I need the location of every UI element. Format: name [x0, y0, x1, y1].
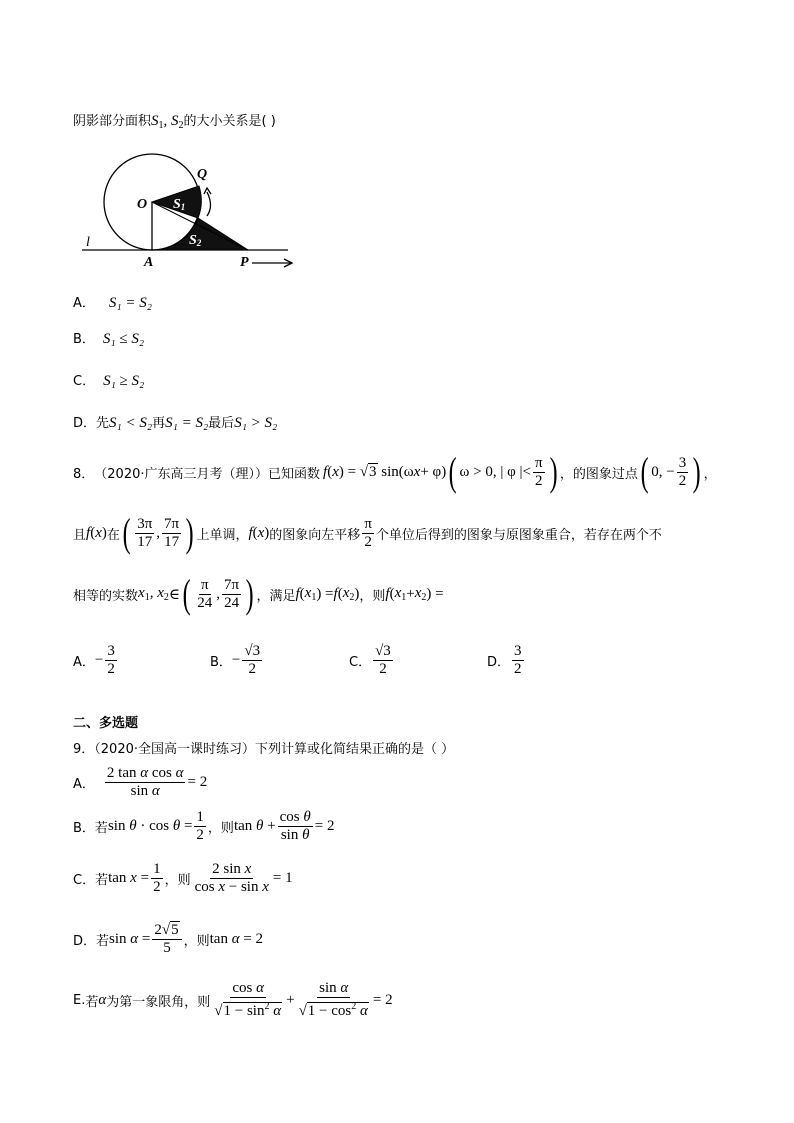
q7-stem-math: $S_1$, $S_2$ [151, 113, 184, 131]
q7-label-s1: S1 [173, 197, 186, 212]
q7-rotation-arc [207, 192, 211, 216]
q7-option-a: A． S₁ = S₂ [73, 295, 152, 311]
q9-stem: 9．（2020·全国高一课时练习）下列计算或化简结果正确的是（ ） [73, 742, 455, 757]
section-heading: 二、多选题 [73, 716, 139, 731]
q7-stem-prefix: 阴影部分面积 [73, 114, 152, 129]
q7-stem-suffix: 的大小关系是( ) [183, 114, 276, 129]
q7-label-s2: S2 [189, 233, 202, 248]
q7-option-d: D．先S₁ < S₂再S₁ = S₂最后S₁ > S₂ [73, 415, 278, 431]
q7-stem [73, 110, 276, 131]
q9-option-b: B． 若 sin θ · cos θ = $\frac{1}{2}$ ，则 tan θ + $\frac{\text{cos θ}}{\text{sin θ}}$ = 2 [73, 808, 335, 843]
q9-option-e: E. 若 α 为第一象限角，则 $\frac{\text{cos α}}{√1 - \sin^2 \alpha}$ + $\frac{\text{sin α}}{√1 - \cos^2 \alpha}$ = 2 [73, 980, 393, 1019]
q7-option-c: C． S₁ ≥ S₂ [73, 373, 145, 389]
q8-line-3: 相等的实数 $x_1$, $x_2$ ∈ ( $\frac{\pi}{24}$ , $\frac{7\pi}{24}$ ) ，满足 f ( $x_1$ ) = f ( $x_2$ ) ，则 f ( $x_1$ + $x_2$ ) = [73, 571, 444, 616]
q7-label-a: A [144, 255, 154, 270]
q7-label-o: O [137, 197, 148, 212]
q9-option-d: D． 若 sin α = $\frac{2√5}{5}$ ，则 tan α = 2 [73, 921, 264, 956]
q8-option-d: D． $\frac{3}{2}$ [487, 642, 522, 677]
q7-option-b: B． S₁ ≤ S₂ [73, 331, 145, 347]
q7-label-l: l [86, 235, 90, 250]
q7-label-q: Q [197, 167, 208, 182]
q7-label-p: P [240, 255, 249, 270]
q9-option-a: A． $\frac{\text{2 tan α cos α}}{\text{sin α}}$ = 2 [73, 764, 208, 799]
q8-option-c: C． $\frac{√3}{2}$ [349, 642, 391, 677]
q7-figure [80, 150, 300, 272]
q8-line-1: 8． （2020·广东高三月考（理）） 已知函数 f ( x ) = √3 sin(ω x + φ) ( ω > 0, | φ |< $\frac{\pi}{2}$ ) ，的图象过点 ( 0, − $\frac{3}{2}$ ) ， [73, 449, 717, 494]
q8-line-2: 且 f ( x ) 在 ( $\frac{3\pi}{17}$ , $\frac{7\pi}{17}$ ) 上单调， f ( x ) 的图象向左平移 $\frac{\pi}{2}$ 个单位后得到的图象与原图象重合，若存在两个不 [73, 510, 662, 555]
q8-number: 8． [73, 466, 95, 482]
q8-source: （2020·广东高三月考（理）） [94, 466, 268, 482]
q8-option-a: A． − $\frac{3}{2}$ [73, 642, 115, 677]
q9-option-c: C． 若 tan x = $\frac{1}{2}$ ，则 $\frac{\text{2 sin x}}{\text{cos x − sin x}}$ = 1 [73, 860, 293, 895]
q8-option-b: B． − $\frac{√3}{2}$ [210, 642, 261, 677]
